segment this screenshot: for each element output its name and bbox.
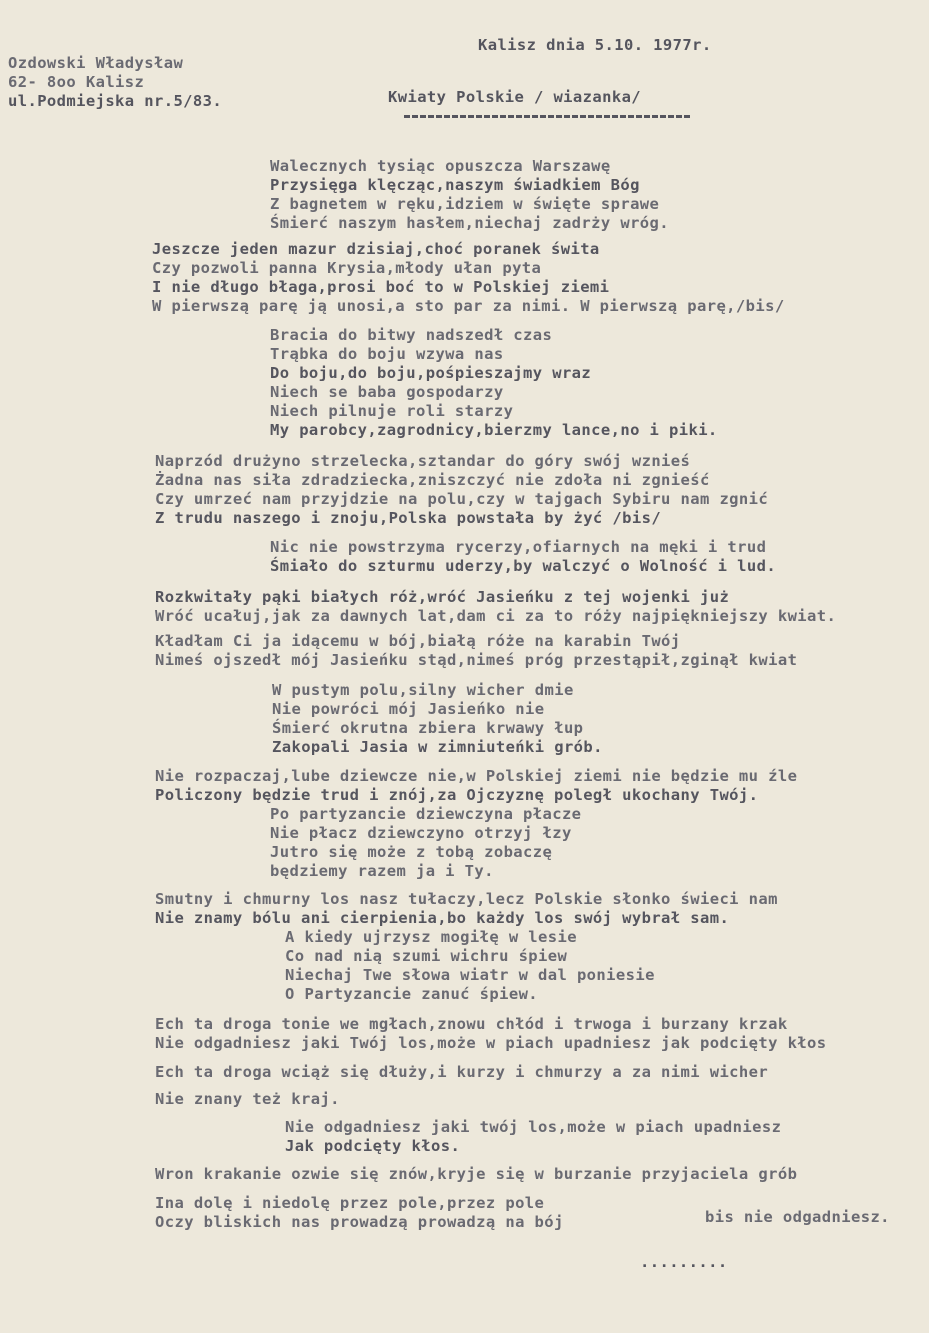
text-line: Z trudu naszego i znoju,Polska powstała by żyć /bis/ — [155, 509, 662, 527]
text-line: I nie długo błaga,prosi boć to w Polskiej ziemi — [152, 278, 610, 296]
text-line: Ech ta droga wciąż się dłuży,i kurzy i chmurzy a za nimi wicher — [155, 1063, 769, 1081]
text-line: Zakopali Jasia w zimniuteńki grób. — [272, 738, 603, 756]
text-line: Kładłam Ci ja idącemu w bój,białą róże na karabin Twój — [155, 632, 681, 650]
text-line: W pierwszą parę ją unosi,a sto par za nimi. W pierwszą parę,/bis/ — [152, 297, 785, 315]
text-line: Niech se baba gospodarzy — [270, 383, 504, 401]
text-line: W pustym polu,silny wicher dmie — [272, 681, 574, 699]
closing-dots: ......... — [640, 1253, 728, 1271]
text-line: Jak podcięty kłos. — [285, 1137, 461, 1155]
text-line: Nie rozpaczaj,lube dziewcze nie,w Polskiej ziemi nie będzie mu źle — [155, 767, 798, 785]
text-line: Ech ta droga tonie we mgłach,znowu chłód i trwoga i burzany krzak — [155, 1015, 788, 1033]
text-line: Jutro się może z tobą zobaczę — [270, 843, 553, 861]
author-name: Ozdowski Władysław — [8, 54, 184, 72]
text-line: Rozkwitały pąki białych róż,wróć Jasieńku z tej wojenki już — [155, 588, 730, 606]
text-line: Czy pozwoli panna Krysia,młody ułan pyta — [152, 259, 542, 277]
text-line: O Partyzancie zanuć śpiew. — [285, 985, 539, 1003]
author-postcode: 62- 8oo Kalisz — [8, 73, 145, 91]
text-line: Wróć ucałuj,jak za dawnych lat,dam ci za to róży najpiękniejszy kwiat. — [155, 607, 837, 625]
text-line: My parobcy,zagrodnicy,bierzmy lance,no i piki. — [270, 421, 718, 439]
text-line: Śmiało do szturmu uderzy,by walczyć o Wolność i lud. — [270, 557, 777, 575]
author-street: ul.Podmiejska nr.5/83. — [8, 92, 223, 110]
text-line: Trąbka do boju wzywa nas — [270, 345, 504, 363]
text-line: Po partyzancie dziewczyna płacze — [270, 805, 582, 823]
text-line: Czy umrzeć nam przyjdzie na polu,czy w tajgach Sybiru nam zgnić — [155, 490, 769, 508]
text-line: Bracia do bitwy nadszedł czas — [270, 326, 553, 344]
title-underline — [404, 115, 690, 118]
text-line: Co nad nią szumi wichru śpiew — [285, 947, 568, 965]
text-line: bis nie odgadniesz. — [705, 1208, 890, 1226]
text-line: Nie znany też kraj. — [155, 1090, 340, 1108]
text-line: Do boju,do boju,pośpieszajmy wraz — [270, 364, 592, 382]
text-line: Nic nie powstrzyma rycerzy,ofiarnych na męki i trud — [270, 538, 767, 556]
text-line: Śmierć okrutna zbiera krwawy łup — [272, 719, 584, 737]
text-line: będziemy razem ja i Ty. — [270, 862, 494, 880]
text-line: Nie odgadniesz jaki twój los,może w piach upadniesz — [285, 1118, 782, 1136]
text-line: Nie powróci mój Jasieńko nie — [272, 700, 545, 718]
text-line: Żadna nas siła zdradziecka,zniszczyć nie zdoła ni zgnieść — [155, 471, 710, 489]
text-line: Nimeś ojszedł mój Jasieńku stąd,nimeś próg przestąpił,zginął kwiat — [155, 651, 798, 669]
text-line: Oczy bliskich nas prowadzą prowadzą na bój — [155, 1213, 564, 1231]
text-line: Niech pilnuje roli starzy — [270, 402, 514, 420]
text-line: Śmierć naszym hasłem,niechaj zadrży wróg. — [270, 214, 670, 232]
text-line: A kiedy ujrzysz mogiłę w lesie — [285, 928, 577, 946]
text-line: Nie znamy bólu ani cierpienia,bo każdy los swój wybrał sam. — [155, 909, 730, 927]
text-line: Nie odgadniesz jaki Twój los,może w piach upadniesz jak podcięty kłos — [155, 1034, 827, 1052]
text-line: Walecznych tysiąc opuszcza Warszawę — [270, 157, 611, 175]
text-line: Wron krakanie ozwie się znów,kryje się w burzanie przyjaciela grób — [155, 1165, 798, 1183]
text-line: Niechaj Twe słowa wiatr w dal poniesie — [285, 966, 655, 984]
text-line: Nie płacz dziewczyno otrzyj łzy — [270, 824, 572, 842]
text-line: Z bagnetem w ręku,idziem w święte sprawe — [270, 195, 660, 213]
text-line: Policzony będzie trud i znój,za Ojczyznę poległ ukochany Twój. — [155, 786, 759, 804]
text-line: Ina dolę i niedolę przez pole,przez pole — [155, 1194, 545, 1212]
text-line: Naprzód drużyno strzelecka,sztandar do góry swój wznieś — [155, 452, 691, 470]
text-line: Jeszcze jeden mazur dzisiaj,choć poranek świta — [152, 240, 600, 258]
text-line: Przysięga klęcząc,naszym świadkiem Bóg — [270, 176, 640, 194]
document-title: Kwiaty Polskie / wiazanka/ — [388, 88, 642, 106]
date-line: Kalisz dnia 5.10. 1977r. — [478, 36, 712, 54]
text-line: Smutny i chmurny los nasz tułaczy,lecz Polskie słonko świeci nam — [155, 890, 778, 908]
